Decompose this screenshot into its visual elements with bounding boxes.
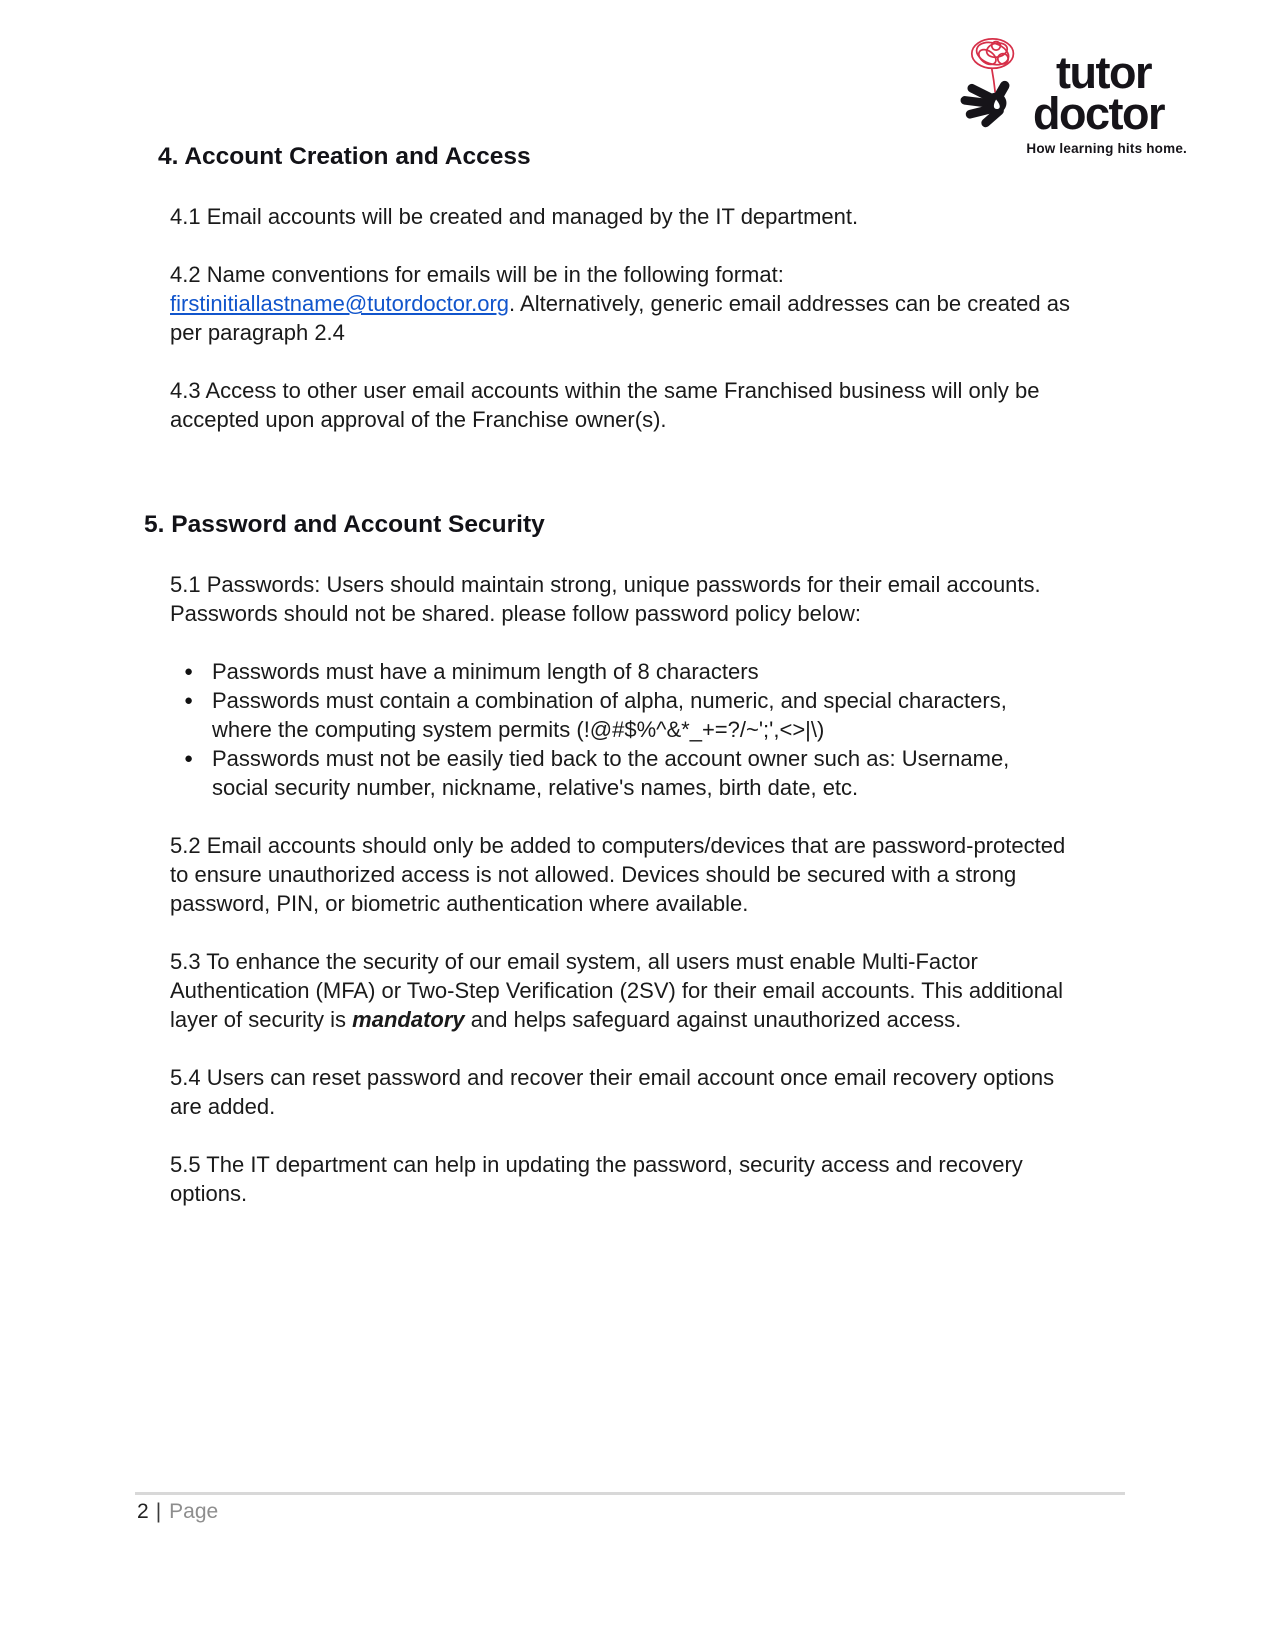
brand-tagline: How learning hits home.: [1026, 141, 1187, 156]
brand-word-doctor: doctor: [1033, 87, 1164, 139]
paragraph-5-5: 5.5 The IT department can help in updating the password, security access and recovery options.: [170, 1152, 1023, 1206]
list-item: [184, 686, 1070, 744]
paragraph-4-2-pre: 4.2 Name conventions for emails will be in the following format:: [170, 262, 784, 287]
document-content: [144, 142, 1076, 1237]
paragraph-5-1: 5.1 Passwords: Users should maintain strong, unique passwords for their email accounts. Passwords should not be shared. please follow password policy below:: [170, 572, 1041, 626]
bullet-dot-icon: ●: [184, 750, 194, 767]
tutor-doctor-logo: [951, 24, 1187, 156]
footer-separator: |: [155, 1500, 162, 1523]
mandatory-emphasis: mandatory: [352, 1007, 465, 1032]
section-4-heading: 4. Account Creation and Access: [158, 143, 531, 170]
paragraph-4-2: [170, 260, 1076, 347]
password-policy-list: [184, 657, 1076, 802]
list-item: [184, 744, 1070, 802]
list-item: [184, 657, 1070, 686]
brand-word-tutor: tutor: [1056, 47, 1151, 98]
bullet-text: Passwords must have a minimum length of 8 characters: [212, 659, 759, 684]
bullet-text: Passwords must not be easily tied back to the account owner such as: Username, social security number, nickname, relative's names, birth date, etc.: [212, 746, 1010, 800]
footer-page-label: Page: [169, 1500, 219, 1523]
paragraph-4-1: 4.1 Email accounts will be created and managed by the IT department.: [170, 204, 859, 229]
email-format-link[interactable]: firstinitiallastname@tutordoctor.org: [170, 291, 510, 316]
bullet-dot-icon: ●: [184, 663, 194, 680]
bullet-text: Passwords must contain a combination of alpha, numeric, and special characters, where the computing system permits (!@#$%^&*_+=?/~';',<>|\): [212, 688, 1007, 742]
scribble-hand-icon: [951, 24, 1029, 136]
paragraph-5-3-post: and helps safeguard against unauthorized access.: [464, 1007, 962, 1032]
bullet-dot-icon: ●: [184, 692, 194, 709]
paragraph-5-3: [170, 947, 1076, 1034]
paragraph-5-2: 5.2 Email accounts should only be added to computers/devices that are password-protected to ensure unauthorized access is not allowed. Devices should be secured with a strong password, PIN, or biometric authentication where available.: [170, 833, 1066, 916]
page-footer: [137, 1500, 218, 1524]
paragraph-4-3: 4.3 Access to other user email accounts within the same Franchised business will only be accepted upon approval of the Franchise owner(s).: [170, 378, 1040, 432]
section-5-heading: 5. Password and Account Security: [144, 511, 545, 538]
paragraph-5-4: 5.4 Users can reset password and recover their email account once email recovery options are added.: [170, 1065, 1055, 1119]
footer-divider: [135, 1492, 1125, 1495]
page-number: 2: [137, 1500, 149, 1523]
paragraph-5-3-pre: 5.3 To enhance the security of our email system, all users must enable Multi-Factor Authentication (MFA) or Two-Step Verification (2SV) for their email accounts. This additional layer of security is: [170, 949, 1064, 1032]
paragraph-4-2-post: . Alternatively, generic email addresses can be created as per paragraph 2.4: [170, 291, 1070, 345]
